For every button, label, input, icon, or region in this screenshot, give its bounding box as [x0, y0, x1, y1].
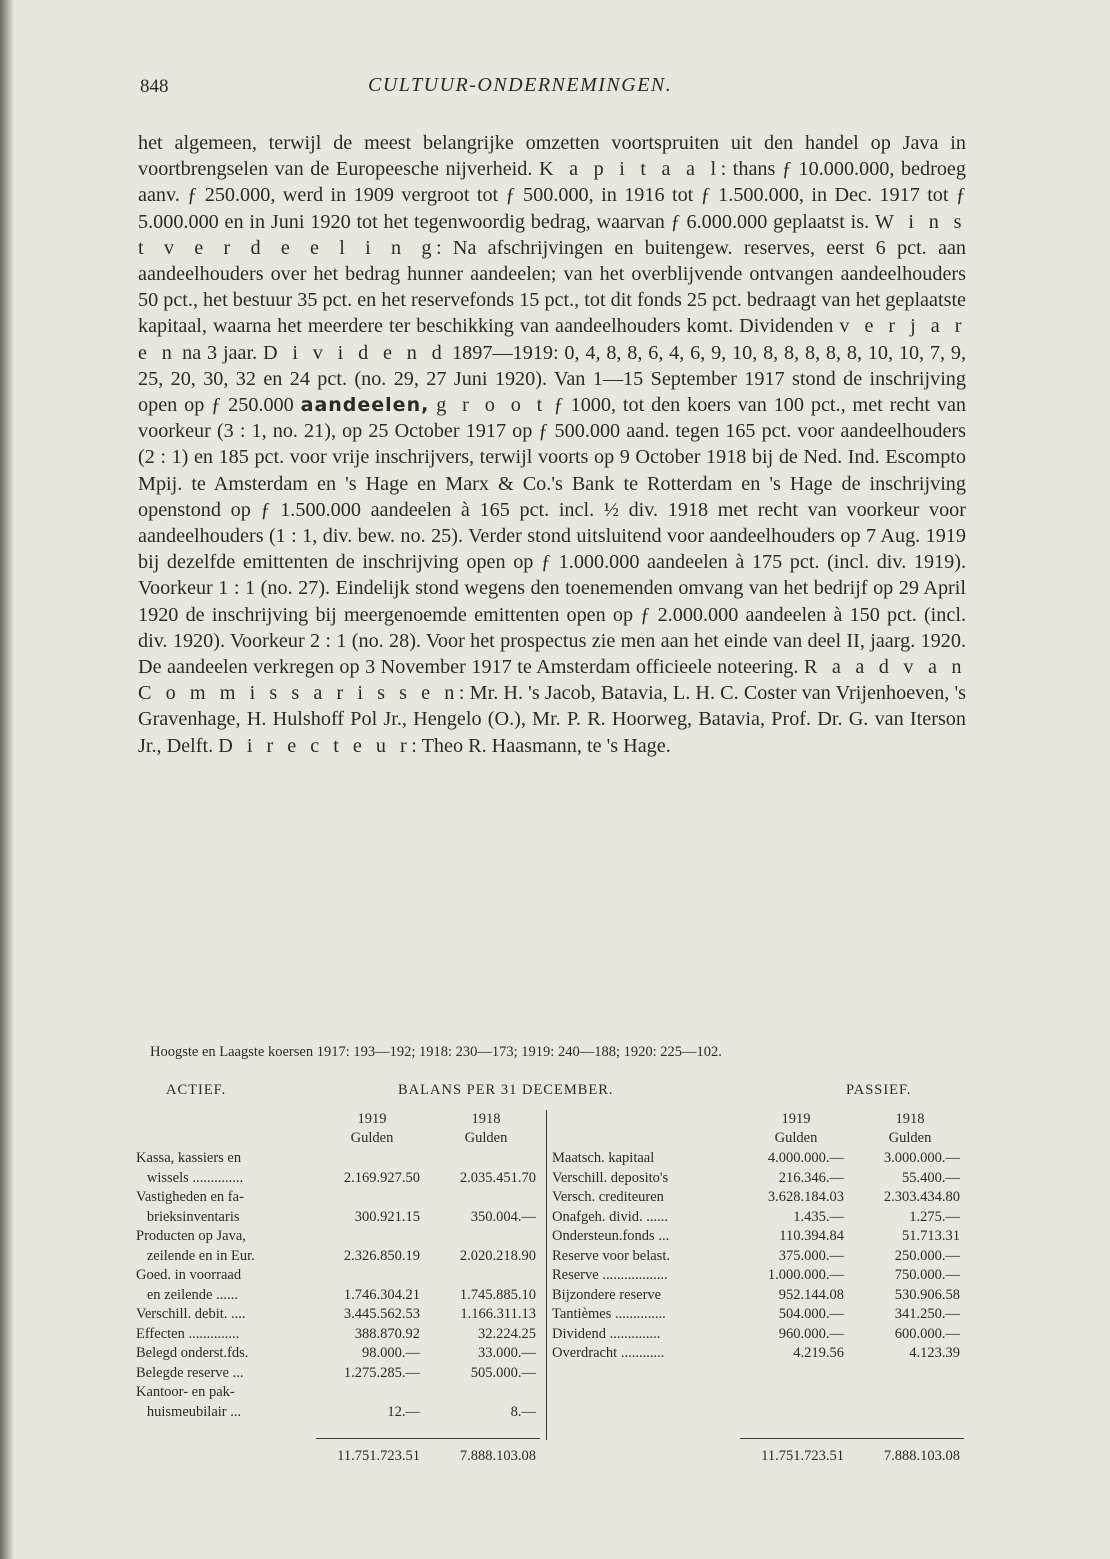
year-label: 1918 [895, 1111, 925, 1127]
passief-row-label: Overdracht ............ [552, 1345, 665, 1361]
actief-row-label: Effecten .............. [136, 1325, 240, 1342]
year-label: 1919 [781, 1111, 811, 1127]
passief-row-label: Tantièmes .............. [552, 1306, 666, 1322]
passief-row-value-1919: 216.346.— [778, 1169, 844, 1186]
unit-label: Gulden [888, 1130, 932, 1146]
text-run: : Mr. H. 's Jacob, Batavia, L. H. C. Coster van Vrijenhoeven, 's Gravenhage, H. Hulshoff Pol Jr., Hengelo (O.), Mr. P. R. Hoorweg, Batavia, Prof. Dr. G. van Iterson Jr., Delft. [138, 682, 966, 757]
passief-row-value-1919: 375.000.— [778, 1247, 844, 1264]
actief-row-value-1918: 1.166.311.13 [460, 1306, 536, 1322]
bold-term: aandeelen, [300, 394, 430, 417]
passief-total-rule [740, 1438, 964, 1439]
text-run: : thans ƒ 10.000.000, bedroeg aanv. ƒ 250.000, werd in 1909 vergroot tot ƒ 500.000, in 1916 tot ƒ 1.500.000, in Dec. 1917 tot ƒ 5.000.000 en in Juni 1920 tot het tegenwoordig bedrag, waarvan ƒ 6.000.000 geplaatst is. [138, 158, 966, 233]
actief-title: ACTIEF. [166, 1082, 227, 1098]
unit-label: Gulden [350, 1130, 394, 1146]
actief-row-label: zeilende en in Eur. [136, 1247, 255, 1264]
text-run: na 3 jaar. [176, 341, 263, 364]
page-edge [0, 0, 14, 1559]
actief-row-value-1919: 1.746.304.21 [343, 1286, 420, 1303]
actief-row-label: Verschill. debit. .... [136, 1306, 246, 1322]
column-divider [546, 1110, 547, 1440]
actief-row-label: wissels .............. [136, 1169, 244, 1186]
passief-title: PASSIEF. [846, 1082, 912, 1098]
running-title: CULTUUR-ONDERNEMINGEN. [368, 74, 673, 96]
body-paragraph [138, 130, 966, 759]
unit-label: Gulden [774, 1130, 818, 1146]
passief-col-1919 [746, 1110, 846, 1148]
passief-row-label: Reserve .................. [552, 1267, 668, 1283]
actief-row-label: Belegd onderst.fds. [136, 1345, 249, 1361]
actief-row-value-1919: 1.275.285.— [343, 1364, 420, 1381]
passief-row-value-1918: 250.000.— [894, 1247, 960, 1264]
spaced-term: K a p i t a a l [538, 158, 721, 181]
balance-title: BALANS PER 31 DECEMBER. [398, 1082, 614, 1098]
passief-row-value-1918: 750.000.— [894, 1267, 960, 1283]
actief-row-value-1919: 3.445.562.53 [343, 1306, 420, 1322]
actief-total-1918: 7.888.103.08 [459, 1448, 536, 1464]
actief-row-value-1919: 388.870.92 [354, 1325, 420, 1342]
spaced-term: D i v i d e n d [262, 341, 447, 364]
actief-total-rule [316, 1438, 540, 1439]
passief-row-value-1919: 1.000.000.— [767, 1267, 844, 1283]
text-run: ƒ 1000, tot den koers van 100 pct., met recht van voorkeur (3 : 1, no. 21), op 25 October 1917 op ƒ 500.000 aand. tegen 165 pct. voor aandeelhouders (2 : 1) en 185 pct. voor vrije inschrijvers, terwijl voorts op 9 October 1918 bij de Ned. Ind. Escompto Mpij. te Amsterdam en 's Hage en Marx & Co.'s Bank te Rotterdam en 's Hage de inschrijving openstond op ƒ 1.500.000 aandeelen à 165 pct. incl. ½ div. 1918 met recht van voorkeur voor aandeelhouders (1 : 1, div. bew. no. 25). Verder stond uitsluitend voor aandeelhouders op 7 Aug. 1919 bij dezelfde emittenten de inschrijving open op ƒ 1.000.000 aandeelen à 175 pct. (incl. div. 1919). Voorkeur 1 : 1 (no. 27). Eindelijk stond wegens den toenemenden omvang van het bedrijf op 29 April 1920 de inschrijving bij meergenoemde emittenten open op ƒ 2.000.000 aandeelen à 150 pct. (incl. div. 1920). Voorkeur 2 : 1 (no. 28). Voor het prospectus zie men aan het einde van deel II, jaarg. 1920. De aandeelen verkregen op 3 November 1917 te Amsterdam officieele noteering. [138, 394, 966, 679]
unit-label: Gulden [464, 1130, 508, 1146]
passief-row-label: Verschill. deposito's [552, 1169, 669, 1186]
passief-total-1919: 11.751.723.51 [761, 1448, 844, 1464]
text-run: : Na afschrijvingen en buitengew. reserves, eerst 6 pct. aan aandeelhouders over het bedrag hunner aandeelen; van het overblijvende ontvangen aandeelhouders 50 pct., het bestuur 35 pct. en het reservefonds 15 pct., tot dit fonds 25 pct. bedraagt van het geplaatste kapitaal, waarna het meerdere ter beschikking van aandeelhouders komt. Dividenden [138, 236, 967, 338]
passief-row-label: Versch. crediteuren [552, 1189, 664, 1205]
actief-row-value-1918: 1.745.885.10 [459, 1286, 536, 1303]
actief-row-label: Vastigheden en fa- [136, 1189, 244, 1205]
actief-row-value-1918: 8.— [510, 1403, 536, 1420]
actief-row-label: Kassa, kassiers en [136, 1150, 242, 1166]
actief-row-value-1918: 505.000.— [470, 1364, 536, 1381]
passief-row-value-1919: 504.000.— [778, 1306, 844, 1322]
year-label: 1918 [471, 1111, 501, 1127]
passief-row-value-1918: 530.906.58 [894, 1286, 960, 1303]
actief-row-value-1919: 12.— [387, 1403, 420, 1420]
passief-row-value-1919: 4.000.000.— [767, 1150, 844, 1166]
actief-col-1919 [322, 1110, 422, 1148]
passief-row-value-1919: 960.000.— [778, 1325, 844, 1342]
actief-row-value-1918: 2.020.218.90 [459, 1247, 536, 1264]
passief-row-value-1919: 4.219.56 [793, 1345, 844, 1361]
passief-row-value-1918: 1.275.— [909, 1208, 960, 1225]
passief-row-value-1918: 341.250.— [894, 1306, 960, 1322]
year-label: 1919 [357, 1111, 387, 1127]
actief-row-value-1918: 350.004.— [470, 1208, 536, 1225]
passief-row-value-1918: 55.400.— [902, 1169, 960, 1186]
text-run: het algemeen, terwijl de meest belangrijke omzetten voortspruiten uit den handel op Java in voortbrengselen van de Europeesche nijverheid. [138, 132, 966, 181]
actief-row-value-1919: 300.921.15 [354, 1208, 420, 1225]
actief-row-value-1919: 2.326.850.19 [343, 1247, 420, 1264]
passief-col-1918 [860, 1110, 960, 1148]
passief-row-label: Ondersteun.fonds ... [552, 1228, 670, 1244]
spaced-term: v e r j a r e n [138, 315, 966, 364]
text-run: : Theo R. Haasmann, te 's Hage. [411, 734, 671, 757]
actief-total-1919: 11.751.723.51 [337, 1448, 420, 1464]
passief-row-value-1918: 4.123.39 [909, 1345, 960, 1361]
passief-row-label: Bijzondere reserve [552, 1286, 662, 1303]
spaced-term: D i r e c t e u r [218, 734, 412, 757]
actief-row-label: Producten op Java, [136, 1228, 246, 1244]
actief-row-value-1919: 2.169.927.50 [343, 1169, 420, 1186]
actief-row-value-1918: 33.000.— [478, 1345, 536, 1361]
actief-row-label: en zeilende ...... [136, 1286, 238, 1303]
passief-row-value-1918: 51.713.31 [902, 1228, 960, 1244]
passief-row-label: Reserve voor belast. [552, 1247, 670, 1264]
actief-row-label: Kantoor- en pak- [136, 1384, 235, 1400]
actief-row-label: brieksinventaris [136, 1208, 240, 1225]
passief-row-value-1918: 600.000.— [894, 1325, 960, 1342]
passief-row-value-1919: 3.628.184.03 [767, 1189, 844, 1205]
balance-sheet [136, 1082, 966, 1472]
text-run: 1897—1919: 0, 4, 8, 8, 6, 4, 6, 9, 10, 8, 8, 8, 8, 8, 10, 10, 7, 9, 25, 20, 30, 32 en 24 pct. (no. 29, 27 Juni 1920). Van 1—15 September 1917 stond de inschrijving open op ƒ 250.000 [138, 341, 967, 417]
actief-row-label: Goed. in voorraad [136, 1267, 242, 1283]
passief-row-label: Onafgeh. divid. ...... [552, 1208, 668, 1225]
page-number: 848 [140, 76, 169, 97]
actief-row-value-1918: 32.224.25 [478, 1325, 536, 1342]
passief-row-value-1919: 952.144.08 [778, 1286, 844, 1303]
actief-row-label: Belegde reserve ... [136, 1364, 244, 1381]
price-range-line: Hoogste en Laagste koersen 1917: 193—192; 1918: 230—173; 1919: 240—188; 1920: 225—102. [150, 1044, 722, 1060]
actief-row-value-1919: 98.000.— [362, 1345, 420, 1361]
passief-row-value-1918: 2.303.434.80 [883, 1189, 960, 1205]
actief-row-label: huismeubilair ... [136, 1403, 242, 1420]
passief-row-label: Maatsch. kapitaal [552, 1150, 655, 1166]
actief-col-1918 [436, 1110, 536, 1148]
passief-row-value-1918: 3.000.000.— [883, 1150, 960, 1166]
spaced-term: R a a d v a n C o m m i s s a r i s s e n [138, 656, 966, 705]
passief-row-label: Dividend .............. [552, 1325, 661, 1342]
passief-total-1918: 7.888.103.08 [883, 1448, 960, 1464]
actief-row-value-1918: 2.035.451.70 [459, 1169, 536, 1186]
passief-row-value-1919: 110.394.84 [779, 1228, 844, 1244]
spaced-term: W i n s t v e r d e e l i n g [138, 210, 966, 259]
spaced-term: g r o o t [436, 394, 547, 417]
passief-row-value-1919: 1.435.— [793, 1208, 844, 1225]
